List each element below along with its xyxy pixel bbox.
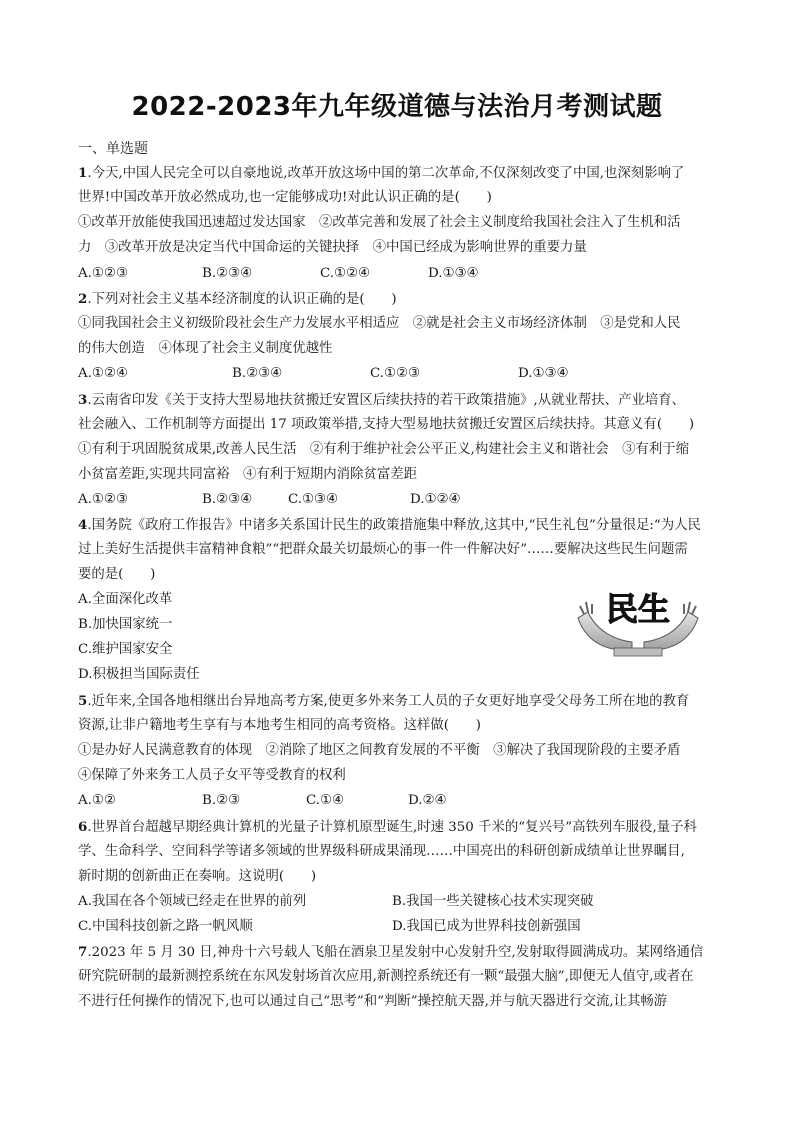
question-5-option-c[interactable]: C.①④ bbox=[306, 793, 345, 808]
question-4-option-d[interactable]: D.积极担当国际责任 bbox=[78, 667, 200, 682]
question-6-option-a[interactable]: A.我国在各个领域已经走在世界的前列 bbox=[78, 894, 307, 909]
question-6-option-b[interactable]: B.我国一些关键核心技术实现突破 bbox=[392, 894, 594, 909]
question-6-option-c[interactable]: C.中国科技创新之路一帆风顺 bbox=[78, 919, 253, 934]
question-1-option-c[interactable]: C.①②④ bbox=[320, 266, 371, 281]
question-3-number: 3 bbox=[78, 392, 88, 408]
question-2-number: 2 bbox=[78, 291, 88, 307]
question-7-text: .2023 年 5 月 30 日,神舟十六号载人飞船在酒泉卫星发射中心发射升空,发射取得圆满成功。某网络通信 bbox=[87, 945, 704, 960]
question-6-line-3: 新时期的创新曲正在奏响。这说明( ) bbox=[78, 869, 317, 884]
question-3-option-b[interactable]: B.②③④ bbox=[202, 492, 253, 507]
question-3-text: .云南省印发《关于支持大型易地扶贫搬迁安置区后续扶持的若干政策措施》,从就业帮扶、产业培育、 bbox=[87, 393, 686, 408]
question-4-line-2: 过上美好生活提供丰富精神食粮”“把群众最关切最烦心的事一件一件解决好”……要解决这些民生问题需 bbox=[78, 542, 688, 557]
question-5-line-2: 资源,让非户籍地考生享有与本地考生相同的高考资格。这样做( ) bbox=[78, 718, 482, 733]
page-title: 2022-2023年九年级道德与法治月考测试题 bbox=[131, 92, 663, 122]
question-7-line-2: 研究院研制的最新测控系统在东风发射场首次应用,新测控系统还有一颗“最强大脑”,即便无人值守,或者在 bbox=[78, 969, 694, 984]
question-2-option-a[interactable]: A.①②④ bbox=[78, 366, 128, 381]
question-7-line-3: 不进行任何操作的情况下,也可以通过自己“思考”和“判断”操控航天器,并与航天器进行交流,让其畅游 bbox=[78, 994, 668, 1009]
question-5-line-1 bbox=[78, 692, 689, 711]
question-7-number: 7 bbox=[78, 944, 88, 960]
question-7-line-1 bbox=[78, 943, 703, 962]
section-heading: 一、单选题 bbox=[78, 141, 148, 157]
question-6-number: 6 bbox=[78, 819, 88, 835]
question-2-line-3: 的伟大创造 ④体现了社会主义制度优越性 bbox=[78, 341, 333, 356]
question-2-line-2: ①同我国社会主义初级阶段社会生产力发展水平相适应 ②就是社会主义市场经济体制 ③是党和人民 bbox=[78, 316, 681, 331]
question-3-line-2: 社会融入、工作机制等方面提出 17 项政策举措,支持大型易地扶贫搬迁安置区后续扶持。其意义有( ) bbox=[78, 417, 695, 432]
question-2-option-c[interactable]: C.①②③ bbox=[370, 366, 421, 381]
question-5-option-b[interactable]: B.②③ bbox=[202, 793, 241, 808]
hands-holding-badge-icon bbox=[574, 578, 702, 660]
question-6-option-d[interactable]: D.我国已成为世界科技创新强国 bbox=[392, 919, 581, 934]
question-3-option-a[interactable]: A.①②③ bbox=[78, 492, 128, 507]
question-1-number: 1 bbox=[78, 165, 88, 181]
question-4-line-3: 要的是( ) bbox=[78, 567, 156, 582]
question-6-line-1 bbox=[78, 818, 697, 837]
question-2-option-b[interactable]: B.②③④ bbox=[232, 366, 283, 381]
question-1-option-a[interactable]: A.①②③ bbox=[78, 266, 128, 281]
question-1-text: .今天,中国人民完全可以自豪地说,改革开放这场中国的第二次革命,不仅深刻改变了中国,也深刻影响了 bbox=[87, 166, 685, 181]
question-1-line-1 bbox=[78, 164, 684, 183]
question-5-number: 5 bbox=[78, 693, 88, 709]
minsheng-illustration bbox=[574, 578, 702, 660]
question-1-line-2: 世界!中国改革开放必然成功,也一定能够成功!对此认识正确的是( ) bbox=[78, 190, 492, 205]
question-3-line-4: 小贫富差距,实现共同富裕 ④有利于短期内消除贫富差距 bbox=[78, 467, 418, 482]
question-2-line-1 bbox=[78, 290, 397, 309]
question-5-line-4: ④保障了外来务工人员子女平等受教育的权利 bbox=[78, 768, 346, 783]
question-6-line-2: 学、生命科学、空间科学等诸多领域的世界级科研成果涌现……中国亮出的科研创新成绩单让世界瞩目, bbox=[78, 844, 685, 859]
question-6-text: .世界首台超越早期经典计算机的光量子计算机原型诞生,时速 350 千米的“复兴号”高铁列车服役,量子科 bbox=[87, 820, 697, 835]
question-4-number: 4 bbox=[78, 517, 88, 533]
question-4-text: .国务院《政府工作报告》中诸多关系国计民生的政策措施集中释放,这其中,“民生礼包”分量很足:“为人民 bbox=[87, 518, 701, 533]
question-4-option-b[interactable]: B.加快国家统一 bbox=[78, 617, 173, 632]
question-3-option-c[interactable]: C.①③④ bbox=[288, 492, 339, 507]
question-5-text: .近年来,全国各地相继出台异地高考方案,使更多外来务工人员的子女更好地享受父母务工所在地的教育 bbox=[87, 694, 690, 709]
question-5-line-3: ①是办好人民满意教育的体现 ②消除了地区之间教育发展的不平衡 ③解决了我国现阶段的主要矛盾 bbox=[78, 743, 681, 758]
question-5-option-d[interactable]: D.②④ bbox=[408, 793, 447, 808]
question-2-text: .下列对社会主义基本经济制度的认识正确的是( ) bbox=[87, 292, 397, 307]
question-4-option-a[interactable]: A.全面深化改革 bbox=[78, 592, 173, 607]
question-4-option-c[interactable]: C.维护国家安全 bbox=[78, 642, 173, 657]
question-1-option-b[interactable]: B.②③④ bbox=[202, 266, 253, 281]
question-1-option-d[interactable]: D.①③④ bbox=[428, 266, 479, 281]
question-1-line-4: 力 ③改革开放是决定当代中国命运的关键抉择 ④中国已经成为影响世界的重要力量 bbox=[78, 240, 587, 255]
question-1-line-3: ①改革开放能使我国迅速超过发达国家 ②改革完善和发展了社会主义制度给我国社会注入了生机和活 bbox=[78, 215, 681, 230]
question-4-line-1 bbox=[78, 516, 701, 535]
question-2-option-d[interactable]: D.①③④ bbox=[518, 366, 569, 381]
question-5-option-a[interactable]: A.①② bbox=[78, 793, 116, 808]
question-3-line-3: ①有利于巩固脱贫成果,改善人民生活 ②有利于维护社会公平正义,构建社会主义和谐社会 ③有利于缩 bbox=[78, 442, 690, 457]
minsheng-badge-text: 民生 bbox=[605, 590, 671, 628]
question-3-option-d[interactable]: D.①②④ bbox=[410, 492, 461, 507]
question-3-line-1 bbox=[78, 391, 685, 410]
